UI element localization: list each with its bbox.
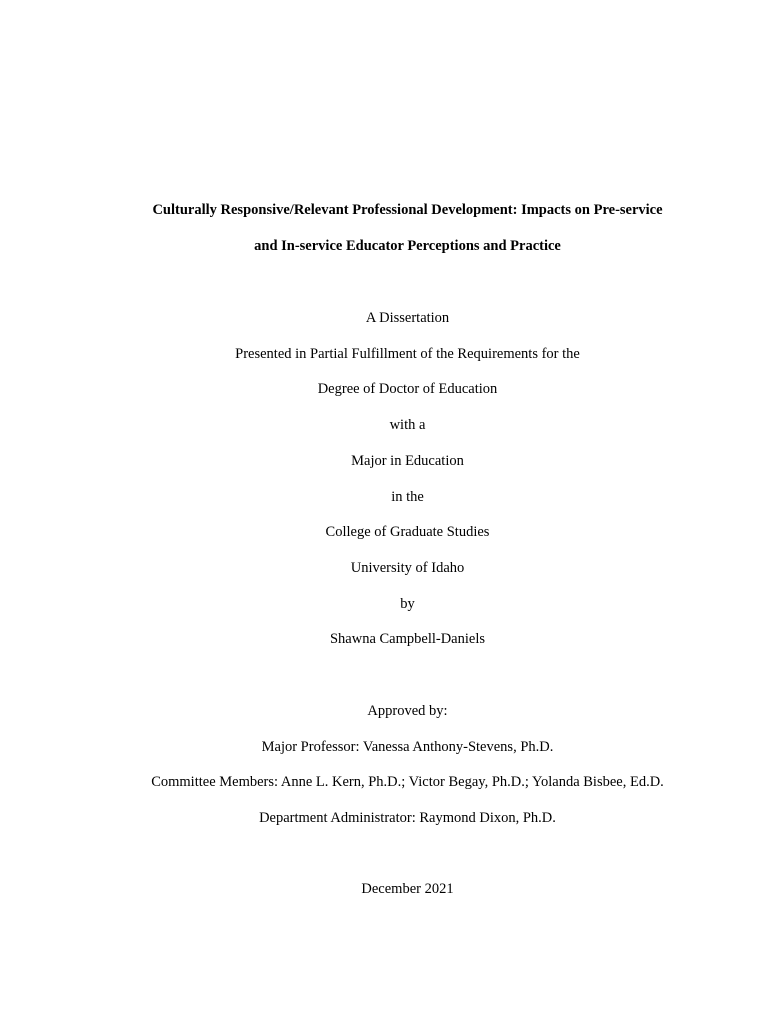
- university-name: University of Idaho: [350, 560, 465, 576]
- title-line-1: Culturally Responsive/Relevant Professional Development: Impacts on Pre-service: [152, 202, 663, 218]
- with-a-text: with a: [389, 417, 426, 433]
- college-name: College of Graduate Studies: [325, 524, 490, 540]
- document-type: A Dissertation: [365, 310, 450, 326]
- presented-statement: Presented in Partial Fulfillment of the Requirements for the: [235, 346, 580, 362]
- committee-members: Committee Members: Anne L. Kern, Ph.D.; Victor Begay, Ph.D.; Yolanda Bisbee, Ed.D.: [151, 774, 664, 790]
- author-name: Shawna Campbell-Daniels: [329, 631, 486, 647]
- degree-name: Degree of Doctor of Education: [317, 381, 498, 397]
- major-professor: Major Professor: Vanessa Anthony-Stevens, Ph.D.: [261, 739, 554, 755]
- major-name: Major in Education: [351, 453, 464, 469]
- submission-date: December 2021: [361, 881, 454, 897]
- title-line-2: and In-service Educator Perceptions and Practice: [254, 238, 561, 254]
- department-administrator: Department Administrator: Raymond Dixon, Ph.D.: [259, 810, 556, 826]
- in-the-text: in the: [391, 489, 424, 505]
- approved-by-heading: Approved by:: [367, 703, 448, 719]
- by-text: by: [400, 596, 415, 612]
